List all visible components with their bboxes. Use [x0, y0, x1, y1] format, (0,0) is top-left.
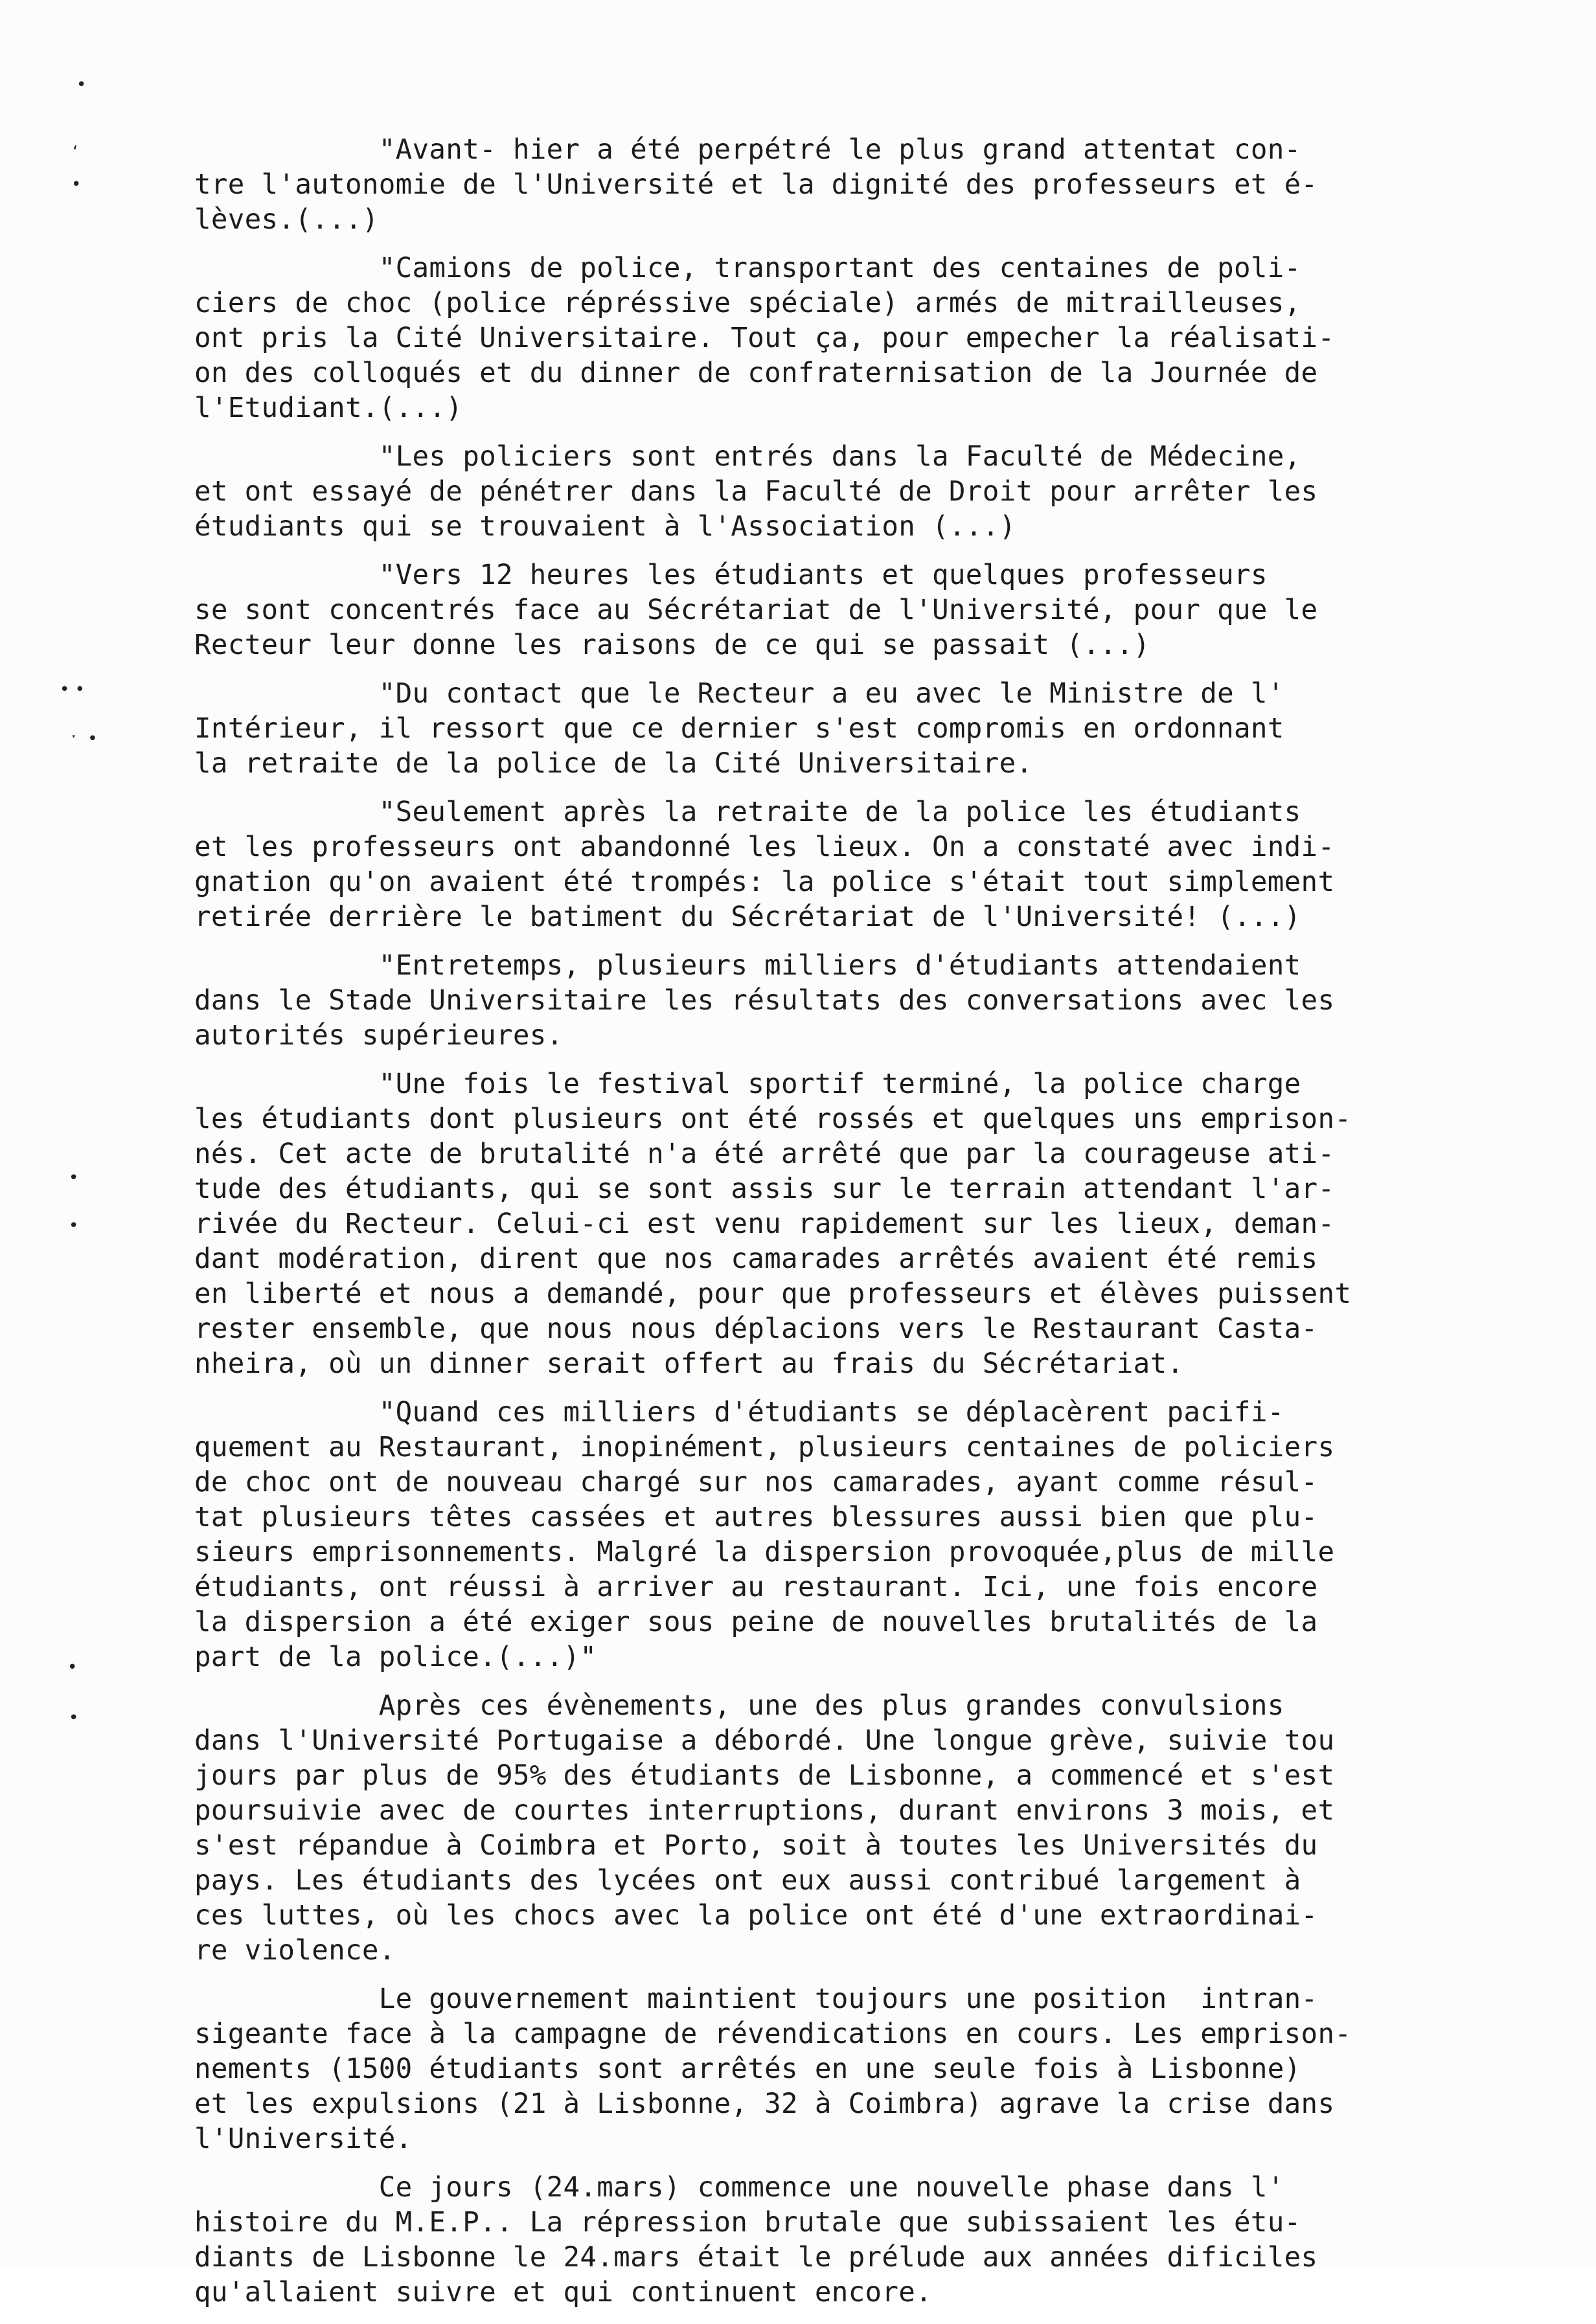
margin-mark: •: [67, 1658, 78, 1677]
text-line: ces luttes, où les chocs avec la police ont été d'une extraordinai-: [194, 1900, 1318, 1932]
text-line: gnation qu'on avaient été trompés: la police s'était tout simplement: [194, 866, 1335, 898]
text-line: l'Université.: [194, 2123, 413, 2155]
text-line: rester ensemble, que nous nous déplacions vers le Restaurant Casta-: [194, 1313, 1318, 1345]
margin-mark: ʻ: [73, 142, 78, 162]
margin-mark: •: [69, 1168, 79, 1188]
paragraph: [194, 558, 1535, 663]
text-line: Recteur leur donne les raisons de ce qui se passait (...): [194, 629, 1150, 661]
text-line: tre l'autonomie de l'Université et la dignité des professeurs et é-: [194, 169, 1318, 201]
margin-mark: •: [76, 75, 87, 95]
text-line: nheira, où un dinner serait offert au frais du Sécrétariat.: [194, 1348, 1184, 1380]
text-line: poursuivie avec de courtes interruptions, durant environs 3 mois, et: [194, 1795, 1335, 1827]
text-line: autorités supérieures.: [194, 1020, 564, 1052]
margin-mark: ˑ •: [71, 729, 98, 749]
paragraph: [194, 795, 1535, 935]
text-line: nements (1500 étudiants sont arrêtés en une seule fois à Lisbonne): [194, 2053, 1301, 2085]
text-line: Le gouvernement maintient toujours une position intran-: [194, 1983, 1318, 2015]
text-line: l'Etudiant.(...): [194, 392, 463, 424]
text-line: se sont concentrés face au Sécrétariat de l'Université, pour que le: [194, 594, 1318, 626]
text-line: s'est répandue à Coimbra et Porto, soit à toutes les Universités du: [194, 1830, 1318, 1862]
typewritten-text: [194, 133, 1535, 2324]
paragraph: [194, 677, 1535, 782]
text-line: retirée derrière le batiment du Sécrétariat de l'Université! (...): [194, 901, 1301, 933]
text-line: diants de Lisbonne le 24.mars était le prélude aux années dificiles: [194, 2242, 1318, 2273]
text-line: ciers de choc (police répréssive spéciale) armés de mitrailleuses,: [194, 288, 1301, 319]
text-line: sigeante face à la campagne de révendications en cours. Les emprison-: [194, 2018, 1352, 2050]
text-line: et ont essayé de pénétrer dans la Faculté de Droit pour arrêter les: [194, 476, 1318, 508]
text-line: "Vers 12 heures les étudiants et quelques professeurs: [194, 559, 1268, 591]
text-line: étudiants, ont réussi à arriver au restaurant. Ici, une fois encore: [194, 1572, 1318, 1603]
text-line: lèves.(...): [194, 204, 379, 236]
text-line: nés. Cet acte de brutalité n'a été arrêté que par la courageuse ati-: [194, 1138, 1335, 1170]
text-line: jours par plus de 95% des étudiants de Lisbonne, a commencé et s'est: [194, 1760, 1335, 1792]
paragraph: [194, 2171, 1535, 2310]
text-line: tat plusieurs têtes cassées et autres blessures aussi bien que plu-: [194, 1502, 1318, 1533]
text-line: en liberté et nous a demandé, pour que professeurs et élèves puissent: [194, 1278, 1352, 1310]
text-line: "Les policiers sont entrés dans la Faculté de Médecine,: [194, 441, 1301, 473]
text-line: Après ces évènements, une des plus grandes convulsions: [194, 1690, 1284, 1722]
text-line: sieurs emprisonnements. Malgré la dispersion provoquée,plus de mille: [194, 1537, 1335, 1568]
paragraph: [194, 1982, 1535, 2157]
text-line: re violence.: [194, 1935, 396, 1967]
text-line: dant modération, dirent que nos camarades arrêtés avaient été remis: [194, 1243, 1318, 1275]
text-line: qu'allaient suivre et qui continuent encore.: [194, 2277, 933, 2308]
text-line: on des colloqués et du dinner de confraternisation de la Journée de: [194, 357, 1318, 389]
text-line: Ce jours (24.mars) commence une nouvelle phase dans l': [194, 2172, 1284, 2204]
margin-mark: •: [69, 1216, 79, 1235]
text-line: Intérieur, il ressort que ce dernier s'est compromis en ordonnant: [194, 713, 1284, 745]
text-line: la retraite de la police de la Cité Universitaire.: [194, 748, 1033, 780]
paragraph: [194, 133, 1535, 238]
text-line: la dispersion a été exiger sous peine de nouvelles brutalités de la: [194, 1607, 1318, 1638]
text-line: de choc ont de nouveau chargé sur nos camarades, ayant comme résul-: [194, 1467, 1318, 1498]
paragraph: [194, 949, 1535, 1054]
text-line: part de la police.(...)": [194, 1641, 597, 1673]
text-line: quement au Restaurant, inopinément, plusieurs centaines de policiers: [194, 1432, 1335, 1463]
text-line: "Avant- hier a été perpétré le plus grand attentat con-: [194, 134, 1301, 166]
margin-mark: •: [69, 1708, 79, 1728]
paragraph: [194, 440, 1535, 545]
margin-mark: • •: [60, 680, 85, 699]
text-line: ont pris la Cité Universitaire. Tout ça, pour empecher la réalisati-: [194, 322, 1335, 354]
text-line: "Du contact que le Recteur a eu avec le Ministre de l': [194, 678, 1284, 710]
paragraph: [194, 251, 1535, 426]
text-line: histoire du M.E.P.. La répression brutale que subissaient les étu-: [194, 2207, 1301, 2239]
text-line: "Camions de police, transportant des centaines de poli-: [194, 253, 1301, 284]
paragraph: [194, 1395, 1535, 1675]
text-line: rivée du Recteur. Celui-ci est venu rapidement sur les lieux, deman-: [194, 1208, 1335, 1240]
paragraph: [194, 1689, 1535, 1969]
text-line: les étudiants dont plusieurs ont été rossés et quelques uns emprison-: [194, 1103, 1352, 1135]
text-line: et les expulsions (21 à Lisbonne, 32 à Coimbra) agrave la crise dans: [194, 2088, 1335, 2120]
text-line: "Entretemps, plusieurs milliers d'étudiants attendaient: [194, 950, 1301, 982]
text-line: "Quand ces milliers d'étudiants se déplacèrent pacifi-: [194, 1397, 1284, 1428]
paragraph: [194, 1067, 1535, 1382]
text-line: dans le Stade Universitaire les résultats des conversations avec les: [194, 985, 1335, 1017]
text-line: tude des étudiants, qui se sont assis sur le terrain attendant l'ar-: [194, 1173, 1335, 1205]
text-line: "Seulement après la retraite de la police les étudiants: [194, 796, 1301, 828]
text-line: dans l'Université Portugaise a débordé. Une longue grève, suivie tou: [194, 1725, 1335, 1757]
text-line: étudiants qui se trouvaient à l'Association (...): [194, 511, 1016, 543]
text-line: pays. Les étudiants des lycées ont eux aussi contribué largement à: [194, 1865, 1301, 1897]
text-line: "Une fois le festival sportif terminé, la police charge: [194, 1068, 1301, 1100]
margin-mark: •: [71, 175, 82, 194]
text-line: et les professeurs ont abandonné les lieux. On a constaté avec indi-: [194, 831, 1335, 863]
